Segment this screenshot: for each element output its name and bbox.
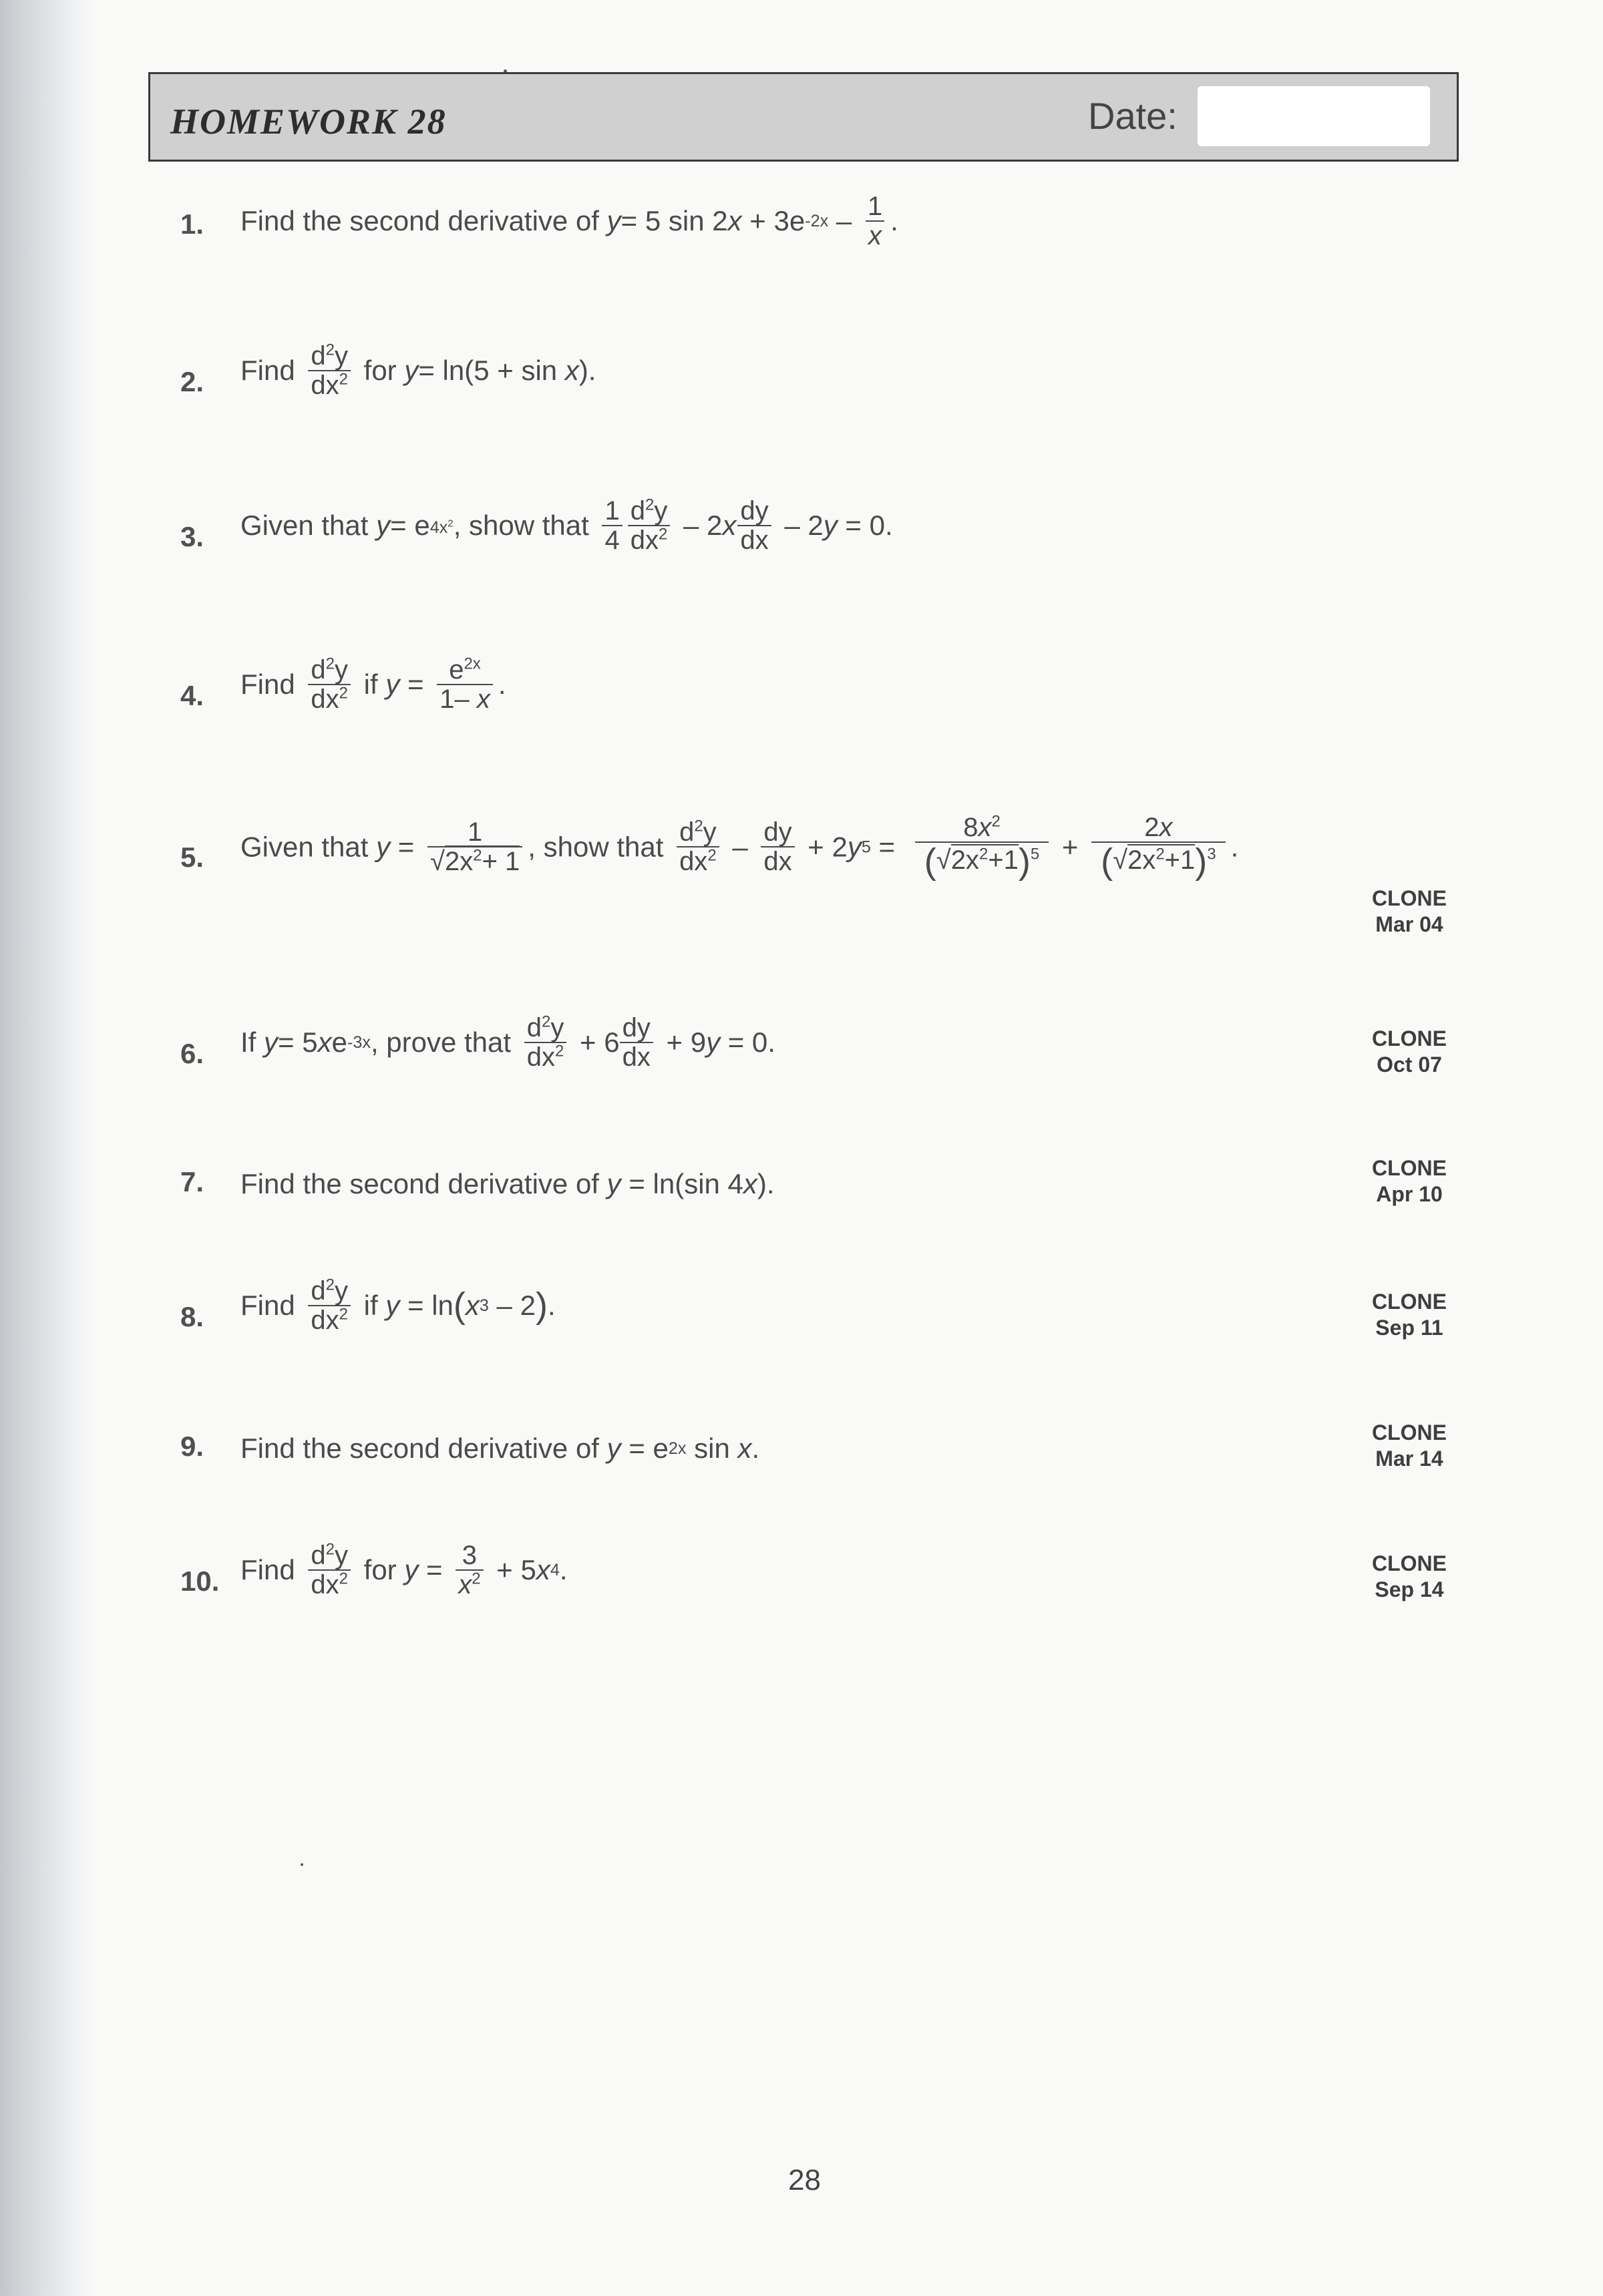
denominator: $(√2x^2+1)^3$	[1091, 841, 1226, 881]
denominator: $dx^2$	[628, 525, 671, 554]
question-text: Find the second derivative of	[240, 205, 599, 236]
exponent: 5	[861, 837, 871, 857]
expr: ).	[578, 355, 596, 386]
fraction	[456, 1541, 483, 1599]
clone-tag: CLONE Sep 14	[1372, 1551, 1447, 1602]
clone-tag: CLONE Apr 10	[1372, 1156, 1447, 1207]
radicand: $2x^2+ 1$	[444, 847, 520, 877]
expr: e	[331, 1026, 347, 1058]
var-x: x	[722, 510, 737, 541]
expr: =	[397, 831, 415, 863]
homework-title: HOMEWORK 28	[170, 102, 447, 142]
numerator: $d^2y$	[526, 1012, 564, 1042]
expr: = 5	[278, 1026, 318, 1058]
numerator: $d^2y$	[311, 1276, 348, 1306]
var-y: y	[376, 831, 391, 863]
numerator: dy	[740, 496, 769, 526]
for-word: for	[363, 1554, 397, 1585]
denominator: dx	[761, 846, 794, 876]
denominator: $dx^2$	[308, 1305, 351, 1334]
numerator: 1	[468, 817, 483, 847]
if-word: If	[240, 1026, 256, 1058]
second-derivative-fraction	[524, 1014, 567, 1071]
denominator: dx	[737, 525, 771, 554]
expr: – 2	[488, 1290, 536, 1321]
expr: + 9	[666, 1026, 707, 1058]
period: .	[1230, 831, 1239, 863]
numerator: $d^2y$	[311, 654, 348, 685]
exponent: $4x^2$	[429, 518, 454, 537]
denominator: $dx^2$	[308, 370, 351, 399]
homework-header-banner	[148, 72, 1459, 162]
fraction	[427, 818, 522, 876]
second-derivative-fraction	[308, 1541, 351, 1599]
derivative-fraction	[620, 1014, 653, 1071]
close-paren: )	[535, 1286, 548, 1326]
sqrt-sign: √	[430, 847, 445, 877]
var-y: y	[376, 510, 391, 541]
second-derivative-fraction	[308, 342, 351, 399]
expr: = 5 sin 2	[620, 205, 728, 236]
expr: = 0.	[837, 510, 893, 541]
var-y: y	[823, 510, 838, 541]
expr: = e	[629, 1432, 669, 1464]
expr: =	[426, 1554, 443, 1585]
question-body	[240, 656, 506, 713]
denominator: 1– x	[437, 684, 493, 713]
expr: =	[407, 668, 424, 700]
question-number: 1.	[180, 208, 204, 240]
find-word: Find	[240, 1290, 295, 1321]
fraction	[602, 497, 622, 554]
expr: = e	[390, 510, 430, 541]
open-paren: (	[453, 1286, 466, 1326]
var-y: y	[606, 1167, 621, 1199]
question-body	[240, 1430, 759, 1465]
expr: + 5	[488, 1554, 536, 1585]
question-body	[240, 1277, 556, 1334]
denominator: $x^2$	[456, 1569, 483, 1599]
denominator: dx	[620, 1042, 653, 1071]
var-y: y	[606, 1432, 621, 1464]
show-text: , show that	[453, 510, 589, 541]
period: .	[890, 205, 898, 236]
denominator: $dx^2$	[677, 846, 719, 876]
fraction	[865, 192, 885, 250]
numerator: 1	[604, 496, 620, 526]
var-x: x	[536, 1554, 550, 1585]
var-y: y	[385, 668, 400, 700]
given-text: Given that	[240, 510, 369, 541]
var-x: x	[737, 1432, 752, 1464]
period: .	[498, 668, 506, 700]
find-word: Find	[240, 1554, 295, 1585]
question-body	[240, 342, 596, 399]
numerator: dy	[622, 1013, 651, 1042]
exponent: 2x	[668, 1439, 687, 1458]
question-number: 9.	[180, 1430, 204, 1462]
exponent: -2x	[805, 212, 829, 230]
given-text: Given that	[240, 831, 369, 863]
denominator: $dx^2$	[308, 1569, 351, 1599]
numerator: $e^{2x}$	[449, 654, 481, 685]
question-number: 10.	[180, 1565, 220, 1597]
var-y: y	[706, 1026, 721, 1058]
period: .	[547, 1290, 556, 1321]
fraction	[1091, 813, 1226, 881]
question-body	[240, 497, 893, 554]
clone-tag: CLONE Mar 14	[1372, 1420, 1447, 1471]
var-x: x	[727, 205, 742, 236]
var-y: y	[606, 205, 621, 236]
expr: = ln(5 + sin	[418, 355, 558, 386]
exponent: 3	[479, 1296, 489, 1315]
numerator: $d^2y$	[630, 496, 668, 526]
expr: = ln	[407, 1290, 454, 1321]
numerator: $d^2y$	[679, 817, 717, 847]
var-y: y	[404, 1554, 419, 1585]
var-y: y	[385, 1290, 400, 1321]
var-y: y	[404, 355, 419, 386]
denominator: $dx^2$	[524, 1042, 567, 1071]
question-body	[240, 813, 1238, 881]
second-derivative-fraction	[628, 497, 671, 554]
expr: –	[828, 205, 852, 236]
denominator: $dx^2$	[308, 684, 351, 713]
scan-speck	[301, 1863, 303, 1866]
question-number: 2.	[180, 366, 204, 397]
clone-tag: CLONE Sep 11	[1372, 1290, 1447, 1340]
denominator: $(√2x^2+1)^5$	[915, 841, 1049, 881]
second-derivative-fraction	[677, 818, 719, 876]
exponent: -3x	[347, 1033, 371, 1052]
var-x: x	[743, 1167, 757, 1199]
numerator: $d^2y$	[311, 341, 348, 371]
expr: + 3e	[741, 205, 806, 236]
if-word: if	[363, 668, 378, 700]
question-number: 4.	[180, 680, 204, 711]
question-number: 8.	[180, 1301, 204, 1332]
question-body	[240, 1166, 775, 1200]
question-number: 6.	[180, 1038, 204, 1069]
clone-tag: CLONE Mar 04	[1372, 886, 1447, 937]
second-derivative-fraction	[308, 1277, 351, 1334]
if-word: if	[363, 1290, 378, 1321]
binding-shadow	[0, 0, 94, 2296]
expr: – 2	[776, 510, 824, 541]
question-text: Find the second derivative of	[240, 1432, 599, 1464]
expr: =	[878, 831, 896, 863]
denominator: 4	[602, 525, 622, 554]
question-body	[240, 1014, 775, 1071]
expr: = 0.	[720, 1026, 775, 1058]
numerator: dy	[763, 817, 792, 847]
numerator: $8x^2$	[963, 812, 1001, 842]
var-y: y	[847, 831, 862, 863]
expr: + 6	[580, 1026, 620, 1058]
date-field[interactable]	[1198, 86, 1430, 146]
expr: –	[732, 831, 748, 863]
exponent: 4	[550, 1561, 560, 1579]
var-x: x	[317, 1026, 332, 1058]
numerator: 1	[867, 192, 883, 221]
numerator: 2x	[1144, 813, 1173, 842]
expr: – 2	[675, 510, 723, 541]
expr: + 2	[808, 831, 848, 863]
for-word: for	[363, 355, 397, 386]
period: .	[559, 1554, 568, 1585]
question-number: 7.	[180, 1166, 204, 1197]
fraction	[437, 656, 493, 713]
question-number: 3.	[180, 521, 204, 552]
expr: = ln(sin 4	[629, 1167, 743, 1199]
question-number: 5.	[180, 841, 204, 873]
clone-tag: CLONE Oct 07	[1372, 1026, 1447, 1077]
period: .	[751, 1432, 760, 1464]
find-word: Find	[240, 668, 295, 700]
numerator: $d^2y$	[311, 1540, 348, 1570]
derivative-fraction	[737, 497, 771, 554]
second-derivative-fraction	[308, 656, 351, 713]
find-word: Find	[240, 355, 295, 386]
question-body	[240, 192, 898, 250]
date-label: Date:	[1088, 95, 1178, 137]
var-x: x	[564, 355, 579, 386]
question-body	[240, 1541, 568, 1599]
denominator	[427, 846, 522, 876]
denominator: x	[866, 220, 884, 250]
derivative-fraction	[761, 818, 794, 876]
var-y: y	[264, 1026, 279, 1058]
var-x: x	[465, 1290, 480, 1321]
numerator: 3	[462, 1541, 478, 1570]
show-text: , show that	[528, 831, 664, 863]
expr: ).	[757, 1167, 775, 1199]
prove-text: , prove that	[370, 1026, 512, 1058]
page-number: 28	[788, 2164, 821, 2196]
expr: +	[1061, 831, 1079, 863]
question-text: Find the second derivative of	[240, 1167, 599, 1199]
fraction	[915, 813, 1049, 881]
expr: sin	[686, 1432, 738, 1464]
